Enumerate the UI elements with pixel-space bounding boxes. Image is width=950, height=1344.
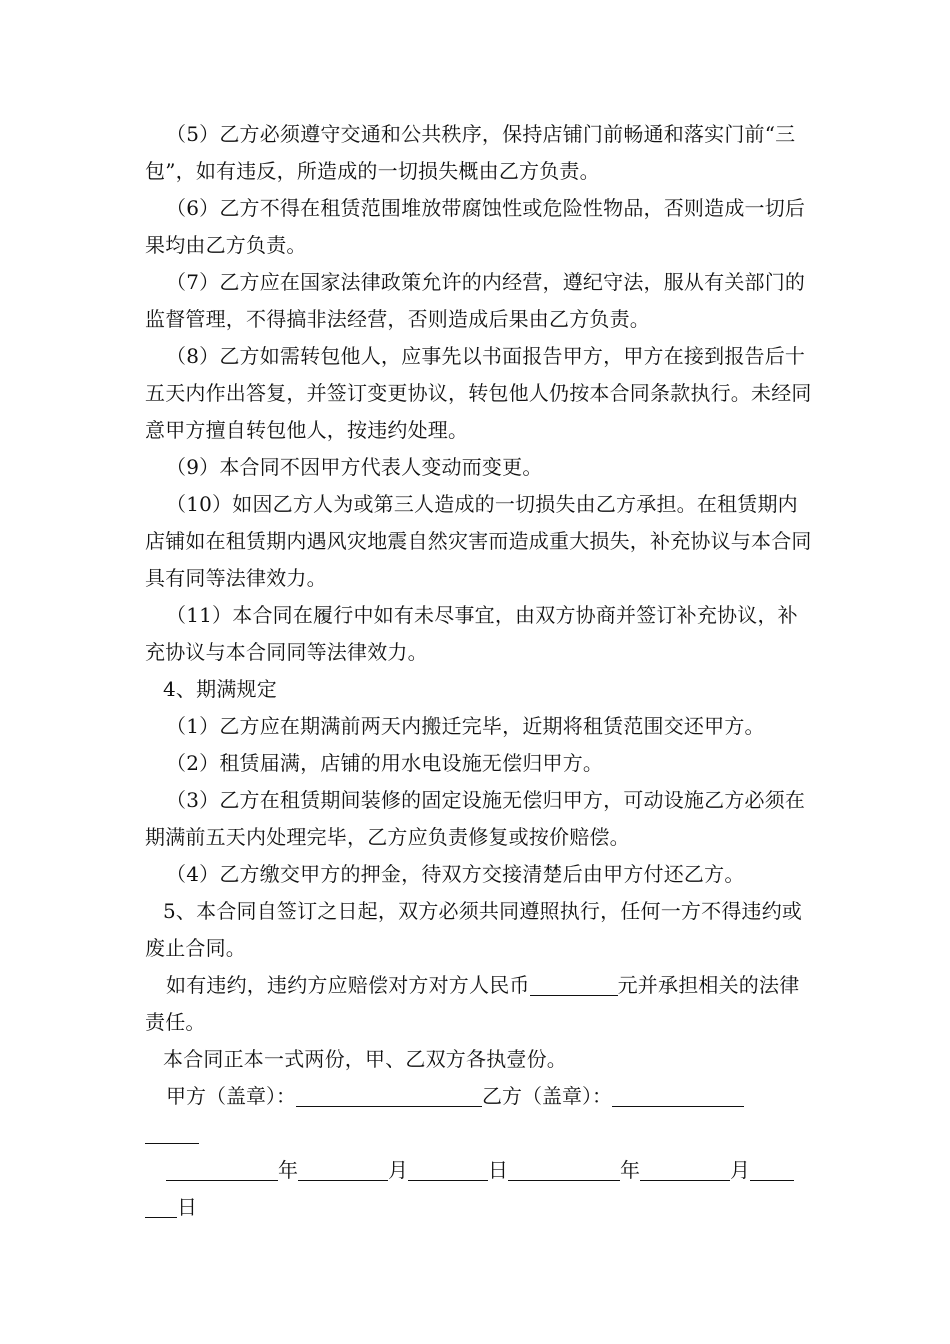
section-4-item-3: （3）乙方在租赁期间装修的固定设施无偿归甲方，可动设施乙方必须在期满前五天内处理完毕，乙方应负责修复或按价赔偿。 [145,788,806,849]
party-a-blank [296,1084,482,1107]
clause-9: （9）本合同不因甲方代表人变动而变更。 [166,455,543,479]
section-4-item-1: （1）乙方应在期满前两天内搬迁完毕，近期将租赁范围交还甲方。 [166,714,765,738]
party-b-blank-cont [145,1121,199,1144]
breach-text-after: 元并承担相关的法律责任。 [145,973,800,1034]
breach-text-before: 如有违约，违约方应赔偿对方对方人民币 [166,973,530,997]
clause-10: （10）如因乙方人为或第三人造成的一切损失由乙方承担。在租赁期内店铺如在租赁期内遇风灾地震自然灾害而造成重大损失，补充协议与本合同具有同等法律效力。 [145,492,812,590]
date-b-month-label: 月 [730,1158,750,1182]
breach-clause [145,967,813,1041]
party-b-label: 乙方（盖章）： [482,1084,612,1108]
party-a-label: 甲方（盖章）： [166,1084,296,1108]
section-4-item-2: （2）租赁届满，店铺的用水电设施无偿归甲方。 [166,751,604,775]
date-a-month-blank [298,1158,388,1181]
signature-date-line [145,1152,813,1189]
signature-date-line-cont [145,1189,813,1226]
clause-8: （8）乙方如需转包他人，应事先以书面报告甲方，甲方在接到报告后十五天内作出答复，并签订变更协议，转包他人仍按本合同条款执行。未经同意甲方擅自转包他人，按违约处理。 [145,344,812,442]
date-b-day-label: 日 [177,1195,197,1219]
section-4-item-4: （4）乙方缴交甲方的押金，待双方交接清楚后由甲方付还乙方。 [166,862,745,886]
date-b-day-blank-cont [145,1195,177,1218]
signature-parties-line-cont [145,1115,813,1152]
clause-7: （7）乙方应在国家法律政策允许的内经营，遵纪守法，服从有关部门的监督管理，不得搞非法经营，否则造成后果由乙方负责。 [145,270,806,331]
clause-6: （6）乙方不得在租赁范围堆放带腐蚀性或危险性物品，否则造成一切后果均由乙方负责。 [145,196,806,257]
amount-blank [530,973,618,996]
clause-11: （11）本合同在履行中如有未尽事宜，由双方协商并签订补充协议，补充协议与本合同同等法律效力。 [145,603,798,664]
date-a-year-label: 年 [278,1158,298,1182]
date-b-day-blank [750,1158,794,1181]
date-a-day-label: 日 [488,1158,508,1182]
section-4-title: 4、期满规定 [163,677,277,701]
copies-clause: 本合同正本一式两份，甲、乙双方各执壹份。 [163,1047,567,1071]
date-a-year-blank [166,1158,278,1181]
contract-page [145,116,813,1226]
date-a-day-blank [408,1158,488,1181]
date-b-year-blank [508,1158,620,1181]
signature-parties-line [145,1078,813,1115]
clause-5: （5）乙方必须遵守交通和公共秩序，保持店铺门前畅通和落实门前“三包”，如有违反，所造成的一切损失概由乙方负责。 [145,122,796,183]
date-a-month-label: 月 [388,1158,408,1182]
date-b-month-blank [640,1158,730,1181]
section-5: 5、本合同自签订之日起，双方必须共同遵照执行，任何一方不得违约或废止合同。 [145,899,803,960]
date-b-year-label: 年 [620,1158,640,1182]
party-b-blank [612,1084,744,1107]
